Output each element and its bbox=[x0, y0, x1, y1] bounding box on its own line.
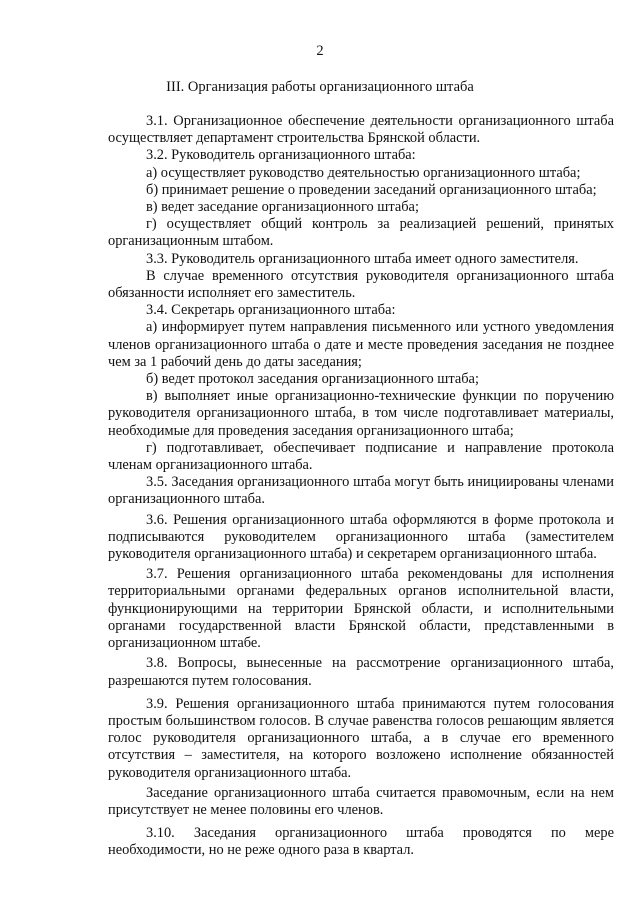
paragraph-3-6: 3.6. Решения организационного штаба оформляются в форме протокола и подписываются руководителем организационного штаба (заместителем руководителя организационного штаба) и секретарем организационного штаба. bbox=[108, 511, 614, 563]
section-title: III. Организация работы организационного штаба bbox=[166, 79, 474, 95]
list-item-3-4-a: а) информирует путем направления письменного или устного уведомления членов организационного штаба о дате и месте проведения заседания не позднее чем за 1 рабочий день до даты заседания; bbox=[108, 319, 614, 370]
paragraph-3-3: 3.3. Руководитель организационного штаба имеет одного заместителя. bbox=[146, 250, 579, 267]
paragraph-3-3-substitute: В случае временного отсутствия руководителя организационного штаба обязанности исполняет его заместитель. bbox=[108, 267, 614, 302]
paragraph-3-8: 3.8. Вопросы, вынесенные на рассмотрение организационного штаба, разрешаются путем голосования. bbox=[108, 655, 614, 689]
document-body bbox=[108, 113, 614, 860]
paragraph-3-5: 3.5. Заседания организационного штаба могут быть инициированы членами организационного штаба. bbox=[108, 474, 614, 508]
page-number: 2 bbox=[316, 43, 324, 59]
paragraph-3-1: 3.1. Организационное обеспечение деятельности организационного штаба осуществляет департамент строительства Брянской области. bbox=[108, 113, 614, 147]
list-item-3-4-b: б) ведет протокол заседания организационного штаба; bbox=[146, 371, 479, 388]
paragraph-3-9: 3.9. Решения организационного штаба принимаются путем голосования простым большинством голосов. В случае равенства голосов решающим является голос руководителя организационного штаба, а в случае его временного отсутствия – заместителя, на которого возложено исполнение обязанностей руководителя организационного штаба. bbox=[108, 695, 614, 781]
list-item-3-4-g: г) подготавливает, обеспечивает подписание и направление протокола членам организационного штаба. bbox=[108, 439, 614, 474]
list-item-3-2-a: а) осуществляет руководство деятельностью организационного штаба; bbox=[146, 164, 581, 181]
list-item-3-2-v: в) ведет заседание организационного штаба; bbox=[146, 199, 419, 216]
paragraph-3-9-quorum: Заседание организационного штаба считается правомочным, если на нем присутствует не менее половины его членов. bbox=[108, 784, 614, 818]
list-item-3-2-g: г) осуществляет общий контроль за реализацией решений, принятых организационным штабом. bbox=[108, 216, 614, 250]
list-item-3-2-b: б) принимает решение о проведении заседаний организационного штаба; bbox=[146, 181, 597, 198]
paragraph-3-2: 3.2. Руководитель организационного штаба: bbox=[146, 147, 416, 164]
list-item-3-4-v: в) выполняет иные организационно-технические функции по поручению руководителя организационного штаба, в том числе подготавливает материалы, необходимые для проведения заседания организационного штаба; bbox=[108, 388, 614, 439]
paragraph-3-7: 3.7. Решения организационного штаба рекомендованы для исполнения территориальными органами федеральных органов исполнительной власти, функционирующими на территории Брянской области, и исполнительными органами государственной власти Брянской области, представленными в организационном штабе. bbox=[108, 566, 614, 652]
paragraph-3-10: 3.10. Заседания организационного штаба проводятся по мере необходимости, но не реже одного раза в квартал. bbox=[108, 825, 614, 859]
paragraph-3-4: 3.4. Секретарь организационного штаба: bbox=[146, 302, 396, 319]
